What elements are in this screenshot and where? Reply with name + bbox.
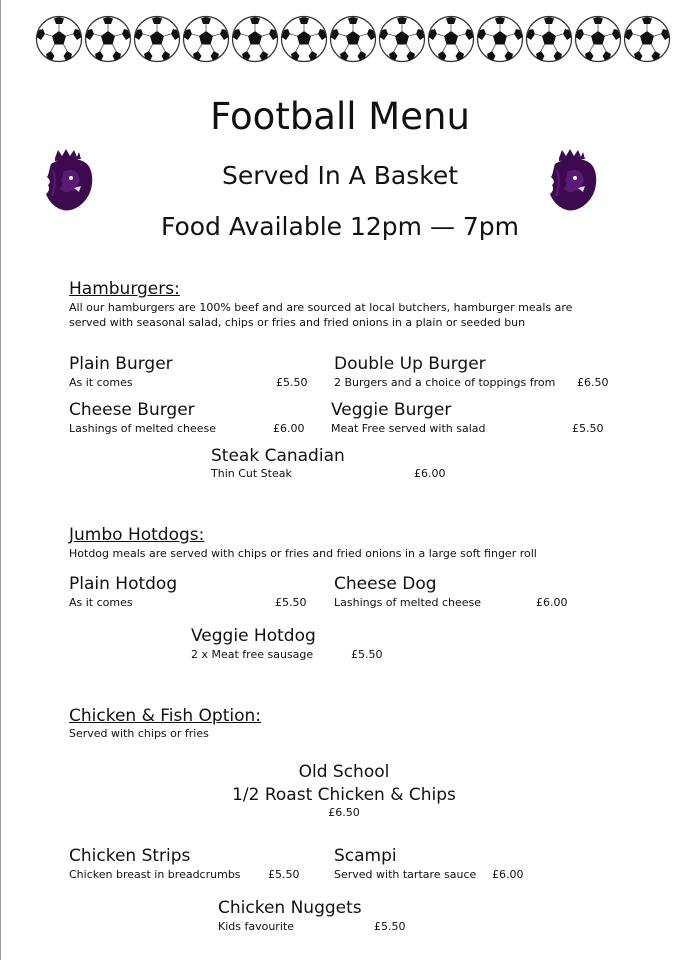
featured-item-name: 1/2 Roast Chicken & Chips [232,785,456,805]
hotdogs-description: Hotdog meals are served with chips or fries and fried onions in a large soft finger roll [69,547,537,560]
item-description: Kids favourite [218,920,294,933]
item-description: Lashings of melted cheese [334,596,482,609]
hamburgers-description: All our hamburgers are 100% beef and are sourced at local butchers, hamburger meals are [69,301,573,314]
item-price: £5.50 [351,648,383,661]
item-price: £5.50 [276,376,308,389]
food-availability: Food Available 12pm — 7pm [160,212,520,241]
item-price: £5.50 [275,596,307,609]
chicken-fish-heading: Chicken & Fish Option: [69,706,262,726]
menu-title: Football Menu [210,95,470,138]
item-price: £6.00 [536,596,568,609]
item-price: £6.00 [414,467,446,480]
football-banner [35,15,670,67]
football-icon [427,15,475,63]
item-name: Cheese Burger [69,400,195,420]
featured-item-price: £6.50 [328,806,360,819]
item-price: £6.50 [577,376,609,389]
item-name: Chicken Nuggets [218,898,362,918]
item-description: Chicken breast in breadcrumbs [69,868,241,881]
item-description: Lashings of melted cheese [69,422,217,435]
item-price: £6.00 [492,868,524,881]
hotdogs-heading: Jumbo Hotdogs: [69,525,205,545]
football-icon [329,15,377,63]
item-description: As it comes [69,596,133,609]
item-description: As it comes [69,376,133,389]
item-name: Steak Canadian [211,446,345,466]
item-name: Veggie Hotdog [191,626,316,646]
football-icon [525,15,573,63]
hamburgers-description: served with seasonal salad, chips or fries and fried onions in a plain or seeded bun [69,316,526,329]
item-price: £5.50 [374,920,406,933]
item-name: Plain Burger [69,354,173,374]
item-description: Served with tartare sauce [334,868,477,881]
item-name: Double Up Burger [334,354,486,374]
football-icon [476,15,524,63]
chicken-fish-description: Served with chips or fries [69,727,209,740]
football-icon [378,15,426,63]
football-icon [35,15,83,63]
football-icon [280,15,328,63]
item-name: Chicken Strips [69,846,191,866]
item-price: £5.50 [268,868,300,881]
item-price: £6.00 [273,422,305,435]
item-name: Scampi [334,846,397,866]
item-description: 2 Burgers and a choice of toppings from [334,376,556,389]
item-price: £5.50 [572,422,604,435]
item-description: Meat Free served with salad [331,422,486,435]
menu-subtitle: Served In A Basket [222,161,458,190]
featured-item-name: Old School [298,762,390,782]
item-name: Plain Hotdog [69,574,178,594]
football-icon [84,15,132,63]
item-description: Thin Cut Steak [211,467,292,480]
hamburgers-heading: Hamburgers: [69,279,180,299]
item-description: 2 x Meat free sausage [191,648,314,661]
item-name: Veggie Burger [331,400,452,420]
football-icon [574,15,622,63]
item-name: Cheese Dog [334,574,437,594]
football-icon [623,15,671,63]
football-icon [133,15,181,63]
football-icon [182,15,230,63]
football-icon [231,15,279,63]
